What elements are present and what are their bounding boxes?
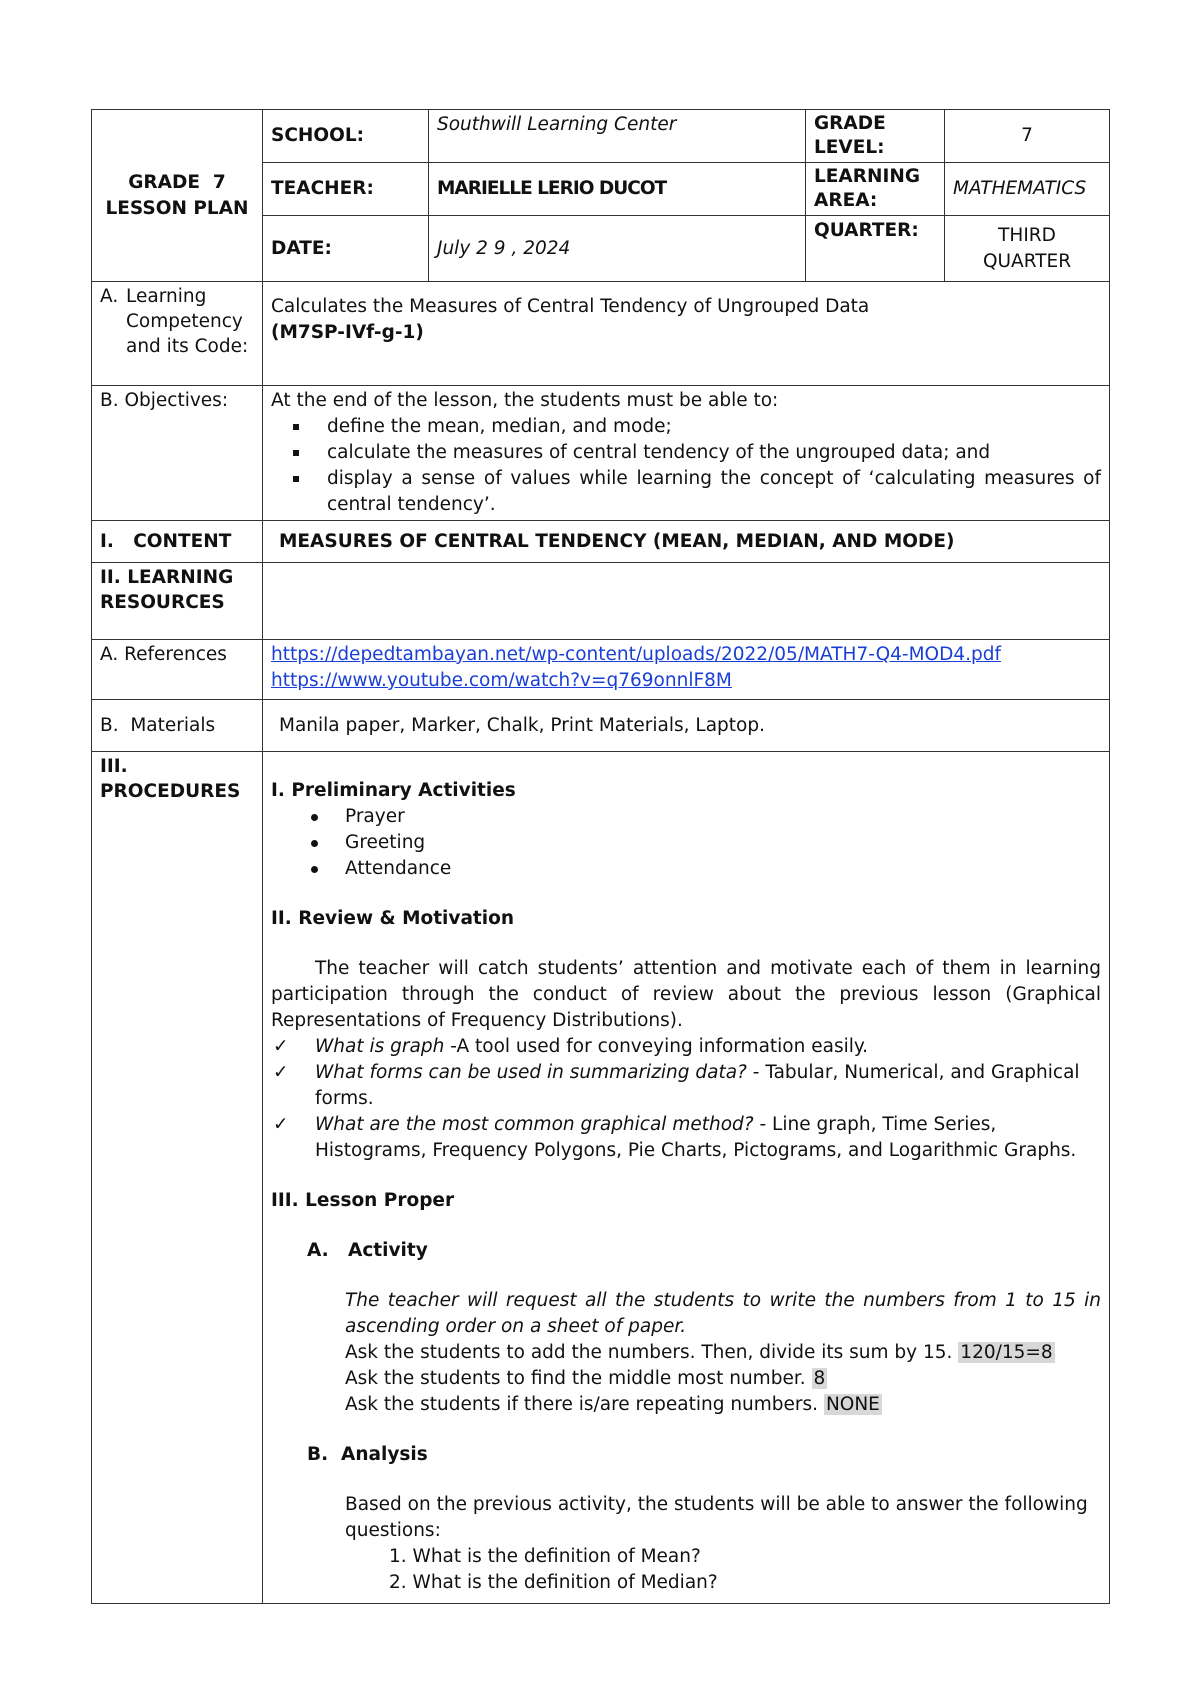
activity-answer-highlight: 8: [813, 1368, 826, 1389]
materials-value: Manila paper, Marker, Chalk, Print Materials, Laptop.: [263, 700, 1110, 752]
activity-instruction: The teacher will request all the students to write the numbers from 1 to 15 in ascending order on a sheet of paper.: [345, 1290, 1101, 1337]
review-question: What forms can be used in summarizing data?: [315, 1062, 747, 1083]
review-answer: -A tool used for conveying information easily.: [450, 1036, 869, 1057]
review-question: What are the most common graphical method?: [315, 1114, 754, 1135]
review-paragraph: The teacher will catch students’ attention and motivate each of them in learning participation through the conduct of review about the previous lesson (Graphical Representations of Frequency Distributions).: [271, 958, 1101, 1031]
teacher-value: MARIELLE LERIO DUCOT: [429, 163, 806, 216]
procedures-label: III. PROCEDURES: [92, 752, 263, 1604]
analysis-question: 1. What is the definition of Mean?: [389, 1546, 701, 1567]
activity-step-text: Ask the students to find the middle most number.: [345, 1368, 812, 1389]
review-title: II. Review & Motivation: [271, 908, 514, 929]
activity-title: A. Activity: [307, 1240, 428, 1261]
analysis-intro: Based on the previous activity, the students will be able to answer the following questions:: [345, 1494, 1088, 1541]
quarter-value: THIRD QUARTER: [945, 216, 1110, 282]
competency-label-prefix: A.: [100, 286, 119, 307]
activity-answer-highlight: 120/15=8: [960, 1342, 1053, 1363]
school-label: SCHOOL:: [263, 110, 429, 163]
reference-link-video[interactable]: https://www.youtube.com/watch?v=q769onnlF8M: [271, 670, 732, 691]
quarter-label: QUARTER:: [806, 216, 945, 282]
grade-level-label: GRADE LEVEL:: [806, 110, 945, 163]
analysis-question: 2. What is the definition of Median?: [389, 1572, 718, 1593]
plan-title-line1: GRADE 7: [128, 171, 226, 193]
competency-label: Learning Competency and its Code:: [126, 286, 249, 357]
grade-level-value: 7: [945, 110, 1110, 163]
activity-step: [271, 1366, 1101, 1392]
review-question: What is graph: [315, 1036, 451, 1057]
lesson-proper-title: III. Lesson Proper: [271, 1190, 455, 1211]
reference-link-module[interactable]: https://depedtambayan.net/wp-content/uploads/2022/05/MATH7-Q4-MOD4.pdf: [271, 644, 1002, 665]
school-value: Southwill Learning Center: [429, 110, 806, 163]
review-check-item: [271, 1060, 1101, 1112]
references-label: A. References: [92, 640, 263, 700]
activity-step-text: Ask the students if there is/are repeating numbers.: [345, 1394, 824, 1415]
plan-title-line2: LESSON PLAN: [105, 197, 249, 219]
check-icon: ✓: [273, 1062, 289, 1083]
review-check-item: [271, 1034, 1101, 1060]
resources-empty-cell: [263, 563, 1110, 640]
learning-area-value: MATHEMATICS: [945, 163, 1110, 216]
check-icon: ✓: [273, 1036, 289, 1057]
review-check-item: [271, 1112, 1101, 1164]
content-value: MEASURES OF CENTRAL TENDENCY (MEAN, MEDIAN, AND MODE): [263, 521, 1110, 563]
objective-item: display a sense of values while learning the concept of ‘calculating measures of central tendency’.: [271, 466, 1101, 518]
activity-answer-highlight: NONE: [825, 1394, 880, 1415]
competency-label-cell: [92, 282, 263, 386]
teacher-label: TEACHER:: [263, 163, 429, 216]
check-icon: ✓: [273, 1114, 289, 1135]
prelim-title: I. Preliminary Activities: [271, 780, 516, 801]
activity-step: [271, 1340, 1101, 1366]
procedures-cell: [263, 752, 1110, 1604]
competency-cell: [263, 282, 1110, 386]
review-answer: - Tabular, Numerical, and Graphical forms.: [315, 1062, 1080, 1109]
date-label: DATE:: [263, 216, 429, 282]
prelim-item: Prayer: [271, 804, 1101, 830]
analysis-title: B. Analysis: [307, 1444, 428, 1465]
references-cell: [263, 640, 1110, 700]
date-value: July 2 9 , 2024: [429, 216, 806, 282]
lesson-plan-table: [91, 109, 1110, 1604]
competency-text: Calculates the Measures of Central Tendency of Ungrouped Data: [271, 296, 870, 317]
learning-area-label: LEARNING AREA:: [806, 163, 945, 216]
objective-item: calculate the measures of central tendency of the ungrouped data; and: [271, 440, 1101, 466]
objectives-list: [271, 414, 1101, 518]
plan-title-cell: [92, 110, 263, 282]
activity-step-text: Ask the students to add the numbers. Then, divide its sum by 15.: [345, 1342, 959, 1363]
objectives-cell: [263, 386, 1110, 521]
prelim-item: Greeting: [271, 830, 1101, 856]
objective-item: define the mean, median, and mode;: [271, 414, 1101, 440]
review-check-list: [271, 1034, 1101, 1164]
competency-code: (M7SP-IVf-g-1): [271, 322, 424, 343]
objectives-intro: At the end of the lesson, the students must be able to:: [271, 390, 779, 411]
content-label: I. CONTENT: [92, 521, 263, 563]
activity-step: [271, 1392, 1101, 1418]
resources-label: II. LEARNING RESOURCES: [92, 563, 263, 640]
materials-label: B. Materials: [92, 700, 263, 752]
review-answer: - Line graph, Time Series, Histograms, Frequency Polygons, Pie Charts, Pictograms, and Logarithmic Graphs.: [315, 1114, 1077, 1161]
objectives-label: B. Objectives:: [92, 386, 263, 521]
prelim-item: Attendance: [271, 856, 1101, 882]
prelim-list: [271, 804, 1101, 882]
